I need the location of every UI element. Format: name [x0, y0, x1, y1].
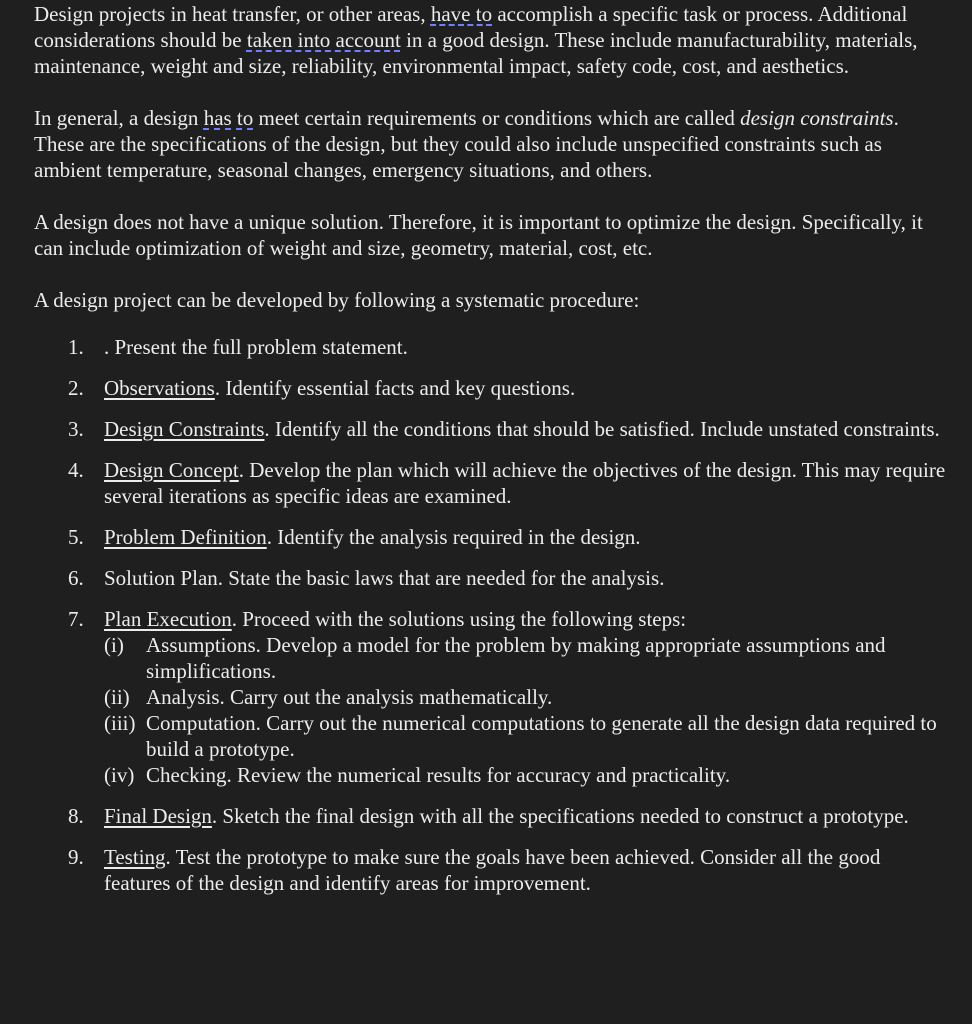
sub-list-item [104, 762, 949, 788]
sub-step-text: Computation. Carry out the numerical computations to generate all the design data required to build a prototype. [146, 711, 937, 761]
step-number: 9. [68, 845, 84, 869]
step-term: Design Constraints [104, 417, 265, 441]
paragraph-constraints [34, 105, 949, 183]
step-text: . Identify the analysis required in the design. [266, 525, 641, 549]
sub-list-item [104, 710, 949, 762]
intro-text-d: taken into account [246, 28, 401, 52]
intro-text-b: have to [430, 2, 493, 26]
step-text: . Present the full problem statement. [104, 335, 408, 359]
step-text: Solution Plan. State the basic laws that are needed for the analysis. [104, 566, 665, 590]
step-number: 4. [68, 458, 84, 482]
step-term: Observations [104, 376, 215, 400]
step-number: 2. [68, 376, 84, 400]
sub-list-item [104, 684, 949, 710]
sub-step-text: Assumptions. Develop a model for the problem by making appropriate assumptions and simplifications. [146, 633, 886, 683]
step-number: 5. [68, 525, 84, 549]
constraints-text-d: design constraints [740, 106, 894, 130]
intro-text-a: Design projects in heat transfer, or other areas, [34, 2, 431, 26]
constraints-text-a: In general, a design [34, 106, 204, 130]
list-item [34, 803, 949, 829]
list-item [34, 416, 949, 442]
step-term: Plan Execution [104, 607, 232, 631]
step-term: Design Concept [104, 458, 239, 482]
step-text: . Identify essential facts and key questions. [214, 376, 576, 400]
step-number: 6. [68, 566, 84, 590]
step-text: . Proceed with the solutions using the following steps: [231, 607, 687, 631]
sub-step-number: (ii) [104, 685, 130, 709]
sub-step-text: Checking. Review the numerical results for accuracy and practicality. [146, 763, 731, 787]
sub-step-text: Analysis. Carry out the analysis mathematically. [146, 685, 553, 709]
list-item [34, 844, 949, 896]
list-item [34, 457, 949, 509]
intro-text-e: in a good design. These include manufacturability, materials, maintenance, weight and size, reliability, environmental impact, safety code, cost, and aesthetics. [34, 28, 918, 78]
step-number: 1. [68, 335, 84, 359]
list-item [34, 606, 949, 788]
constraints-text-e: . These are the specifications of the design, but they could also include unspecified constraints such as ambient temperature, seasonal changes, emergency situations, and others. [34, 106, 899, 182]
intro-text-c: accomplish a specific task or process. Additional considerations should be [34, 2, 908, 52]
paragraph-procedure-intro: A design project can be developed by following a systematic procedure: [34, 288, 640, 312]
sub-step-number: (i) [104, 633, 124, 657]
paragraph-intro [34, 1, 949, 79]
list-item [34, 565, 949, 591]
step-number: 8. [68, 804, 84, 828]
constraints-text-b: has to [203, 106, 254, 130]
step-term: Final Design [104, 804, 212, 828]
sub-step-number: (iii) [104, 711, 136, 735]
document-page [34, 0, 949, 911]
constraints-text-c: meet certain requirements or conditions which are called [253, 106, 741, 130]
step-text: . Test the prototype to make sure the goals have been achieved. Consider all the good features of the design and identify areas for improvement. [104, 845, 881, 895]
list-item [34, 334, 949, 360]
list-item [34, 524, 949, 550]
step-text: . Develop the plan which will achieve the objectives of the design. This may require several iterations as specific ideas are examined. [104, 458, 946, 508]
sub-list-item [104, 632, 949, 684]
step-number: 7. [68, 607, 84, 631]
list-item [34, 375, 949, 401]
step-text: . Sketch the final design with all the specifications needed to construct a prototype. [211, 804, 909, 828]
step-term: Problem Definition [104, 525, 267, 549]
procedure-list [34, 334, 949, 896]
step-text: . Identify all the conditions that should be satisfied. Include unstated constraints. [264, 417, 940, 441]
paragraph-optimization: A design does not have a unique solution. Therefore, it is important to optimize the design. Specifically, it can include optimization of weight and size, geometry, material, cost, etc. [34, 210, 923, 260]
step-term: Testing [104, 845, 166, 869]
step-number: 3. [68, 417, 84, 441]
sub-step-list [104, 632, 949, 788]
sub-step-number: (iv) [104, 763, 135, 787]
